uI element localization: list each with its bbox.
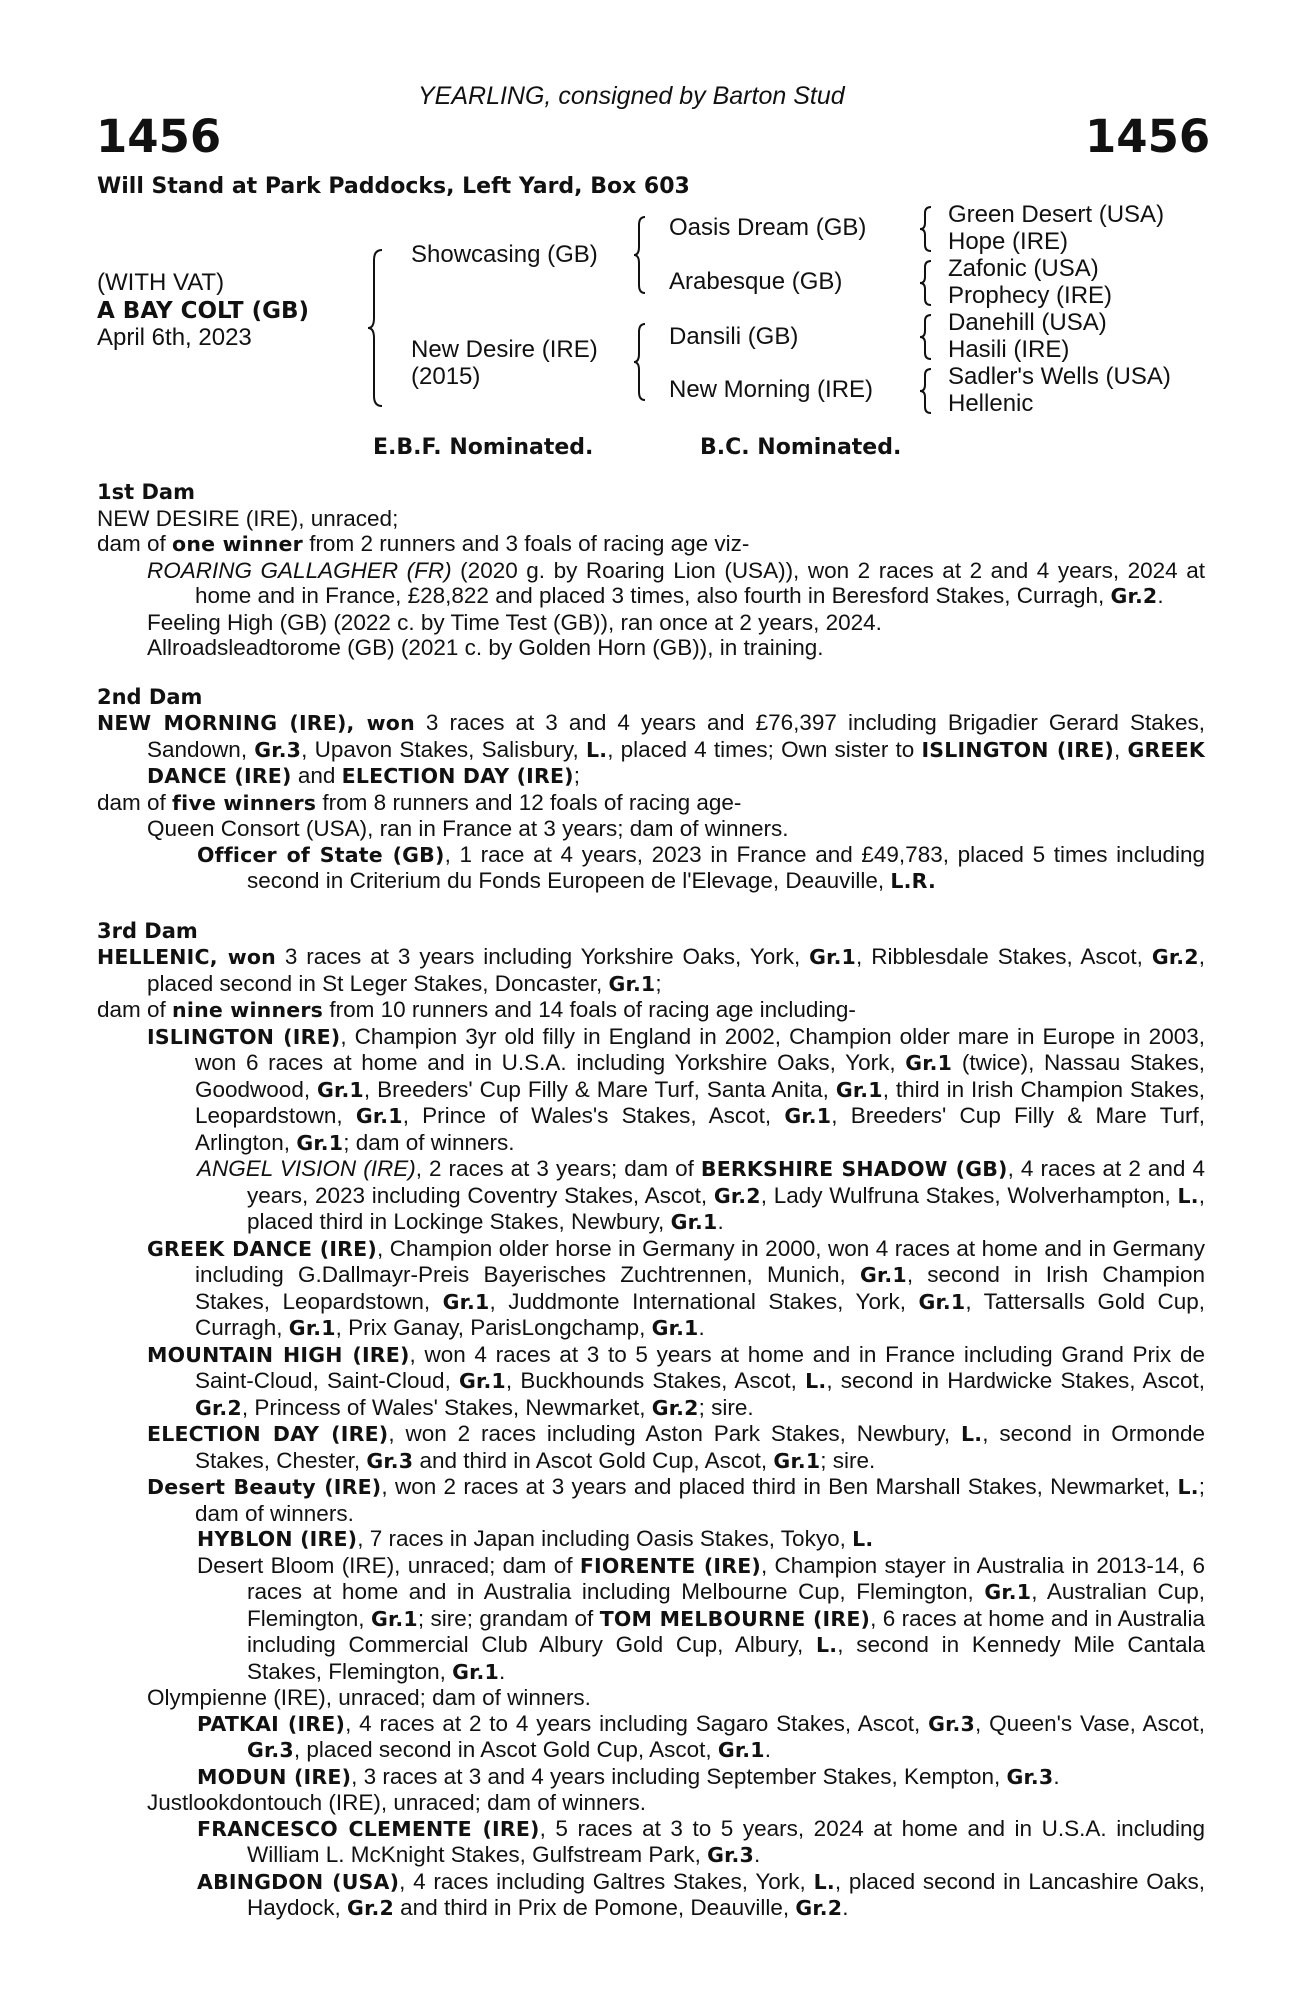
produce-abingdon: ABINGDON (USA), 4 races including Galtres Stakes, York, L., placed second in Lancashire Oaks, Haydock, Gr.2 and third in Prix de Pomone, Deauville, Gr.2.	[197, 1868, 1205, 1920]
produce-hyblon: HYBLON (IRE), 7 races in Japan including Oasis Stakes, Tokyo, L.	[197, 1526, 874, 1551]
brace-g3	[918, 313, 934, 361]
brace-g1	[918, 205, 934, 253]
dam-sire: Dansili (GB)	[669, 323, 799, 350]
horse-name: A BAY COLT (GB)	[97, 298, 310, 324]
brace-g2	[918, 259, 934, 307]
first-dam-line: NEW DESIRE (IRE), unraced;	[97, 505, 399, 531]
produce-desert-beauty: Desert Beauty (IRE), won 2 races at 3 years and placed third in Ben Marshall Stakes, Newmarket, L.; dam of winners.	[147, 1474, 1205, 1526]
produce-patkai: PATKAI (IRE), 4 races at 2 to 4 years including Sagaro Stakes, Ascot, Gr.3, Queen's Vase, Ascot, Gr.3, placed second in Ascot Gold Cup, Ascot, Gr.1.	[197, 1710, 1205, 1762]
vat-note: (WITH VAT)	[97, 269, 225, 296]
dam: New Desire (IRE)	[411, 336, 598, 363]
second-dam-heading: 2nd Dam	[97, 684, 203, 709]
produce-election-day: ELECTION DAY (IRE), won 2 races including Aston Park Stakes, Newbury, L., second in Ormonde Stakes, Chester, Gr.3 and third in Ascot Gold Cup, Ascot, Gr.1; sire.	[147, 1421, 1205, 1473]
grandsire-1: Green Desert (USA)	[948, 201, 1165, 228]
horse-dob: April 6th, 2023	[97, 324, 252, 351]
sire-sire: Oasis Dream (GB)	[669, 214, 867, 241]
produce-feeling-high: Feeling High (GB) (2022 c. by Time Test (GB)), ran once at 2 years, 2024.	[147, 609, 882, 635]
ebf-nomination: E.B.F. Nominated.	[373, 435, 594, 460]
produce-officer-of-state: Officer of State (GB), 1 race at 4 years, 2023 in France and £49,783, placed 5 times including second in Criterium du Fonds Europeen de l'Elevage, Deauville, L.R.	[197, 841, 1205, 893]
produce-modun: MODUN (IRE), 3 races at 3 and 4 years including September Stakes, Kempton, Gr.3.	[197, 1763, 1060, 1789]
brace-dam-line	[632, 322, 648, 402]
lot-number-left: 1456	[96, 110, 222, 163]
grandsire-5: Danehill (USA)	[948, 309, 1107, 336]
brace-sire-dam	[366, 248, 386, 408]
sire-dam: Arabesque (GB)	[669, 268, 843, 295]
dam-year: (2015)	[411, 363, 481, 390]
pedigree-notes	[97, 480, 1205, 1922]
granddam-8: Hellenic	[948, 390, 1034, 417]
third-dam-heading: 3rd Dam	[97, 918, 198, 943]
second-dam-record: NEW MORNING (IRE), won 3 races at 3 and 4 years and £76,397 including Brigadier Gerard Stakes, Sandown, Gr.3, Upavon Stakes, Salisbury, L., placed 4 times; Own sister to ISLINGTON (IRE), GREEK DANCE (IRE) and ELECTION DAY (IRE);	[97, 710, 1205, 788]
first-dam-heading: 1st Dam	[97, 480, 195, 504]
produce-roaring-gallagher: ROARING GALLAGHER (FR) (2020 g. by Roaring Lion (USA)), won 2 races at 2 and 4 years, 2024 at home and in France, £28,822 and placed 3 times, also fourth in Beresford Stakes, Curragh, Gr.2.	[147, 557, 1205, 608]
lot-number-right: 1456	[1085, 110, 1211, 163]
granddam-2: Hope (IRE)	[948, 228, 1069, 255]
sire: Showcasing (GB)	[411, 241, 598, 268]
second-dam-summary: dam of five winners from 8 runners and 12 foals of racing age-	[97, 789, 742, 815]
brace-g4	[918, 367, 934, 415]
produce-allroadsleadtorome: Allroadsleadtorome (GB) (2021 c. by Golden Horn (GB)), in training.	[147, 635, 824, 660]
third-dam-record: HELLENIC, won 3 races at 3 years including Yorkshire Oaks, York, Gr.1, Ribblesdale Stakes, Ascot, Gr.2, placed second in St Leger Stakes, Doncaster, Gr.1;	[97, 944, 1205, 996]
produce-islington: ISLINGTON (IRE), Champion 3yr old filly in England in 2002, Champion older mare in Europe in 2003, won 6 races at home and in U.S.A. including Yorkshire Oaks, York, Gr.1 (twice), Nassau Stakes, Goodwood, Gr.1, Breeders' Cup Filly & Mare Turf, Santa Anita, Gr.1, third in Irish Champion Stakes, Leopardstown, Gr.1, Prince of Wales's Stakes, Ascot, Gr.1, Breeders' Cup Filly & Mare Turf, Arlington, Gr.1; dam of winners.	[147, 1023, 1206, 1155]
brace-sire-line	[632, 215, 648, 295]
catalogue-subtitle: YEARLING, consigned by Barton Stud	[418, 82, 845, 110]
produce-justlookdontouch: Justlookdontouch (IRE), unraced; dam of winners.	[147, 1790, 646, 1815]
produce-desert-bloom: Desert Bloom (IRE), unraced; dam of FIORENTE (IRE), Champion stayer in Australia in 2013-14, 6 races at home and in Australia including Melbourne Cup, Flemington, Gr.1, Australian Cup, Flemington, Gr.1; sire; grandam of TOM MELBOURNE (IRE), 6 races at home and in Australia including Commercial Club Albury Gold Cup, Albury, L., second in Kennedy Mile Cantala Stakes, Flemington, Gr.1.	[197, 1552, 1206, 1684]
produce-mountain-high: MOUNTAIN HIGH (IRE), won 4 races at 3 to 5 years at home and in France including Grand Prix de Saint-Cloud, Saint-Cloud, Gr.1, Buckhounds Stakes, Ascot, L., second in Hardwicke Stakes, Ascot, Gr.2, Princess of Wales' Stakes, Newmarket, Gr.2; sire.	[147, 1341, 1205, 1420]
first-dam-summary: dam of one winner from 2 runners and 3 foals of racing age viz-	[97, 531, 750, 556]
stand-location: Will Stand at Park Paddocks, Left Yard, Box 603	[97, 174, 690, 199]
dam-dam: New Morning (IRE)	[669, 376, 874, 403]
grandsire-7: Sadler's Wells (USA)	[948, 363, 1171, 390]
bc-nomination: B.C. Nominated.	[700, 435, 902, 460]
produce-queen-consort: Queen Consort (USA), ran in France at 3 years; dam of winners.	[147, 816, 789, 841]
third-dam-summary: dam of nine winners from 10 runners and 14 foals of racing age including-	[97, 997, 856, 1022]
produce-francesco-clemente: FRANCESCO CLEMENTE (IRE), 5 races at 3 to 5 years, 2024 at home and in U.S.A. including William L. McKnight Stakes, Gulfstream Park, Gr.3.	[197, 1815, 1206, 1867]
produce-angel-vision: ANGEL VISION (IRE), 2 races at 3 years; dam of BERKSHIRE SHADOW (GB), 4 races at 2 and 4 years, 2023 including Coventry Stakes, Ascot, Gr.2, Lady Wulfruna Stakes, Wolverhampton, L., placed third in Lockinge Stakes, Newbury, Gr.1.	[197, 1156, 1205, 1234]
produce-olympienne: Olympienne (IRE), unraced; dam of winners.	[147, 1685, 591, 1710]
granddam-6: Hasili (IRE)	[948, 336, 1070, 363]
granddam-4: Prophecy (IRE)	[948, 282, 1113, 309]
produce-greek-dance: GREEK DANCE (IRE), Champion older horse in Germany in 2000, won 4 races at home and in Germany including G.Dallmayr-Preis Bayerisches Zuchtrennen, Munich, Gr.1, second in Irish Champion Stakes, Leopardstown, Gr.1, Juddmonte International Stakes, York, Gr.1, Tattersalls Gold Cup, Curragh, Gr.1, Prix Ganay, ParisLongchamp, Gr.1.	[147, 1235, 1206, 1340]
grandsire-3: Zafonic (USA)	[948, 255, 1099, 282]
